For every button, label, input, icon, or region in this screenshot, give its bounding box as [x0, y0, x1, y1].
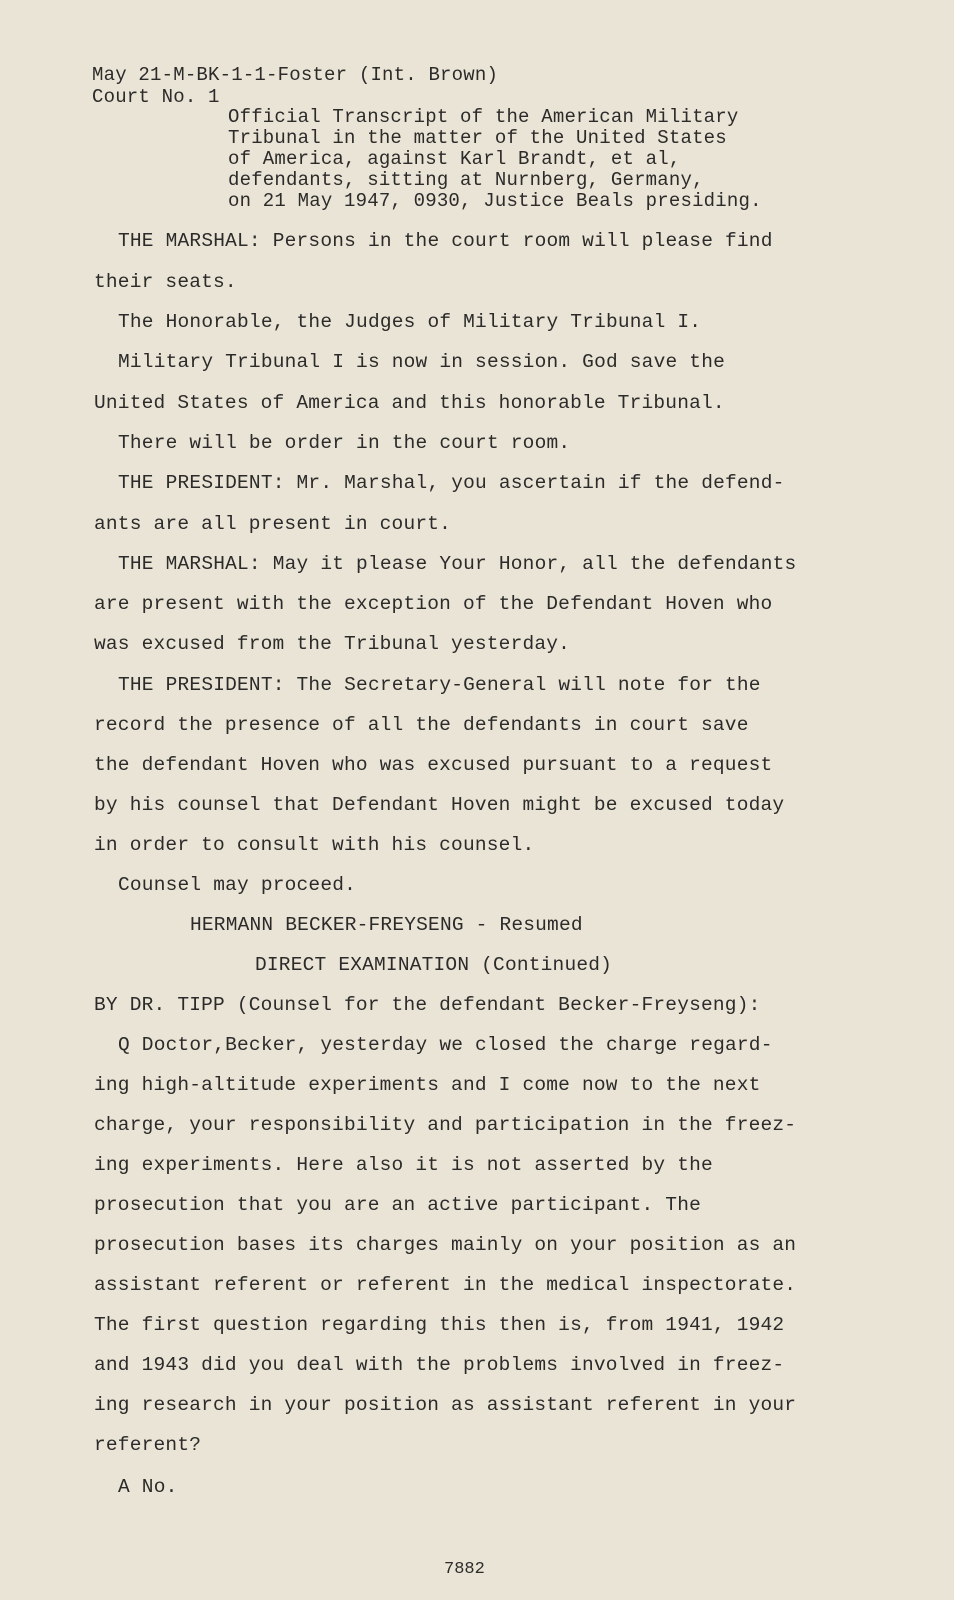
transcript-line: referent?	[94, 1434, 202, 1456]
examination-heading: DIRECT EXAMINATION (Continued)	[255, 954, 613, 976]
transcript-line: the defendant Hoven who was excused pursuant to a request	[94, 754, 773, 776]
transcript-line: prosecution that you are an active participant. The	[94, 1194, 701, 1216]
transcript-line: are present with the exception of the Defendant Hoven who	[94, 593, 773, 615]
transcript-line: prosecution bases its charges mainly on your position as an	[94, 1234, 797, 1256]
transcript-line: by his counsel that Defendant Hoven might be excused today	[94, 794, 785, 816]
transcript-line: A No.	[118, 1476, 178, 1498]
transcript-line: record the presence of all the defendants in court save	[94, 714, 749, 736]
transcript-line: charge, your responsibility and participation in the freez-	[94, 1114, 797, 1136]
caption-line: defendants, sitting at Nurnberg, Germany,	[228, 169, 704, 191]
transcript-line: THE PRESIDENT: Mr. Marshal, you ascertain if the defend-	[118, 472, 785, 494]
transcript-line: There will be order in the court room.	[118, 432, 571, 454]
transcript-line: was excused from the Tribunal yesterday.	[94, 633, 571, 655]
transcript-line: their seats.	[94, 271, 237, 293]
transcript-line: The first question regarding this then is, from 1941, 1942	[94, 1314, 785, 1336]
caption-line: of America, against Karl Brandt, et al,	[228, 148, 681, 170]
transcript-line: and 1943 did you deal with the problems involved in freez-	[94, 1354, 785, 1376]
page-number: 7882	[444, 1560, 485, 1579]
transcript-line: ing research in your position as assistant referent in your	[94, 1394, 797, 1416]
transcript-line: United States of America and this honorable Tribunal.	[94, 392, 725, 414]
transcript-line: Q Doctor,Becker, yesterday we closed the charge regard-	[118, 1034, 773, 1056]
transcript-line: The Honorable, the Judges of Military Tribunal I.	[118, 311, 702, 333]
caption-line: on 21 May 1947, 0930, Justice Beals presiding.	[228, 190, 762, 212]
caption-line: Official Transcript of the American Military	[228, 106, 739, 128]
transcript-line: THE MARSHAL: May it please Your Honor, all the defendants	[118, 553, 797, 575]
transcript-line: ing experiments. Here also it is not asserted by the	[94, 1154, 713, 1176]
transcript-line: ants are all present in court.	[94, 513, 452, 535]
transcript-line: THE MARSHAL: Persons in the court room will please find	[118, 230, 773, 252]
transcript-line: BY DR. TIPP (Counsel for the defendant Becker-Freyseng):	[94, 994, 761, 1016]
transcript-line: Counsel may proceed.	[118, 874, 357, 896]
caption-line: Tribunal in the matter of the United States	[228, 127, 727, 149]
transcript-line: THE PRESIDENT: The Secretary-General will note for the	[118, 674, 761, 696]
transcript-line: assistant referent or referent in the medical inspectorate.	[94, 1274, 797, 1296]
transcript-line: Military Tribunal I is now in session. God save the	[118, 351, 725, 373]
transcript-line: ing high-altitude experiments and I come now to the next	[94, 1074, 761, 1096]
witness-heading: HERMANN BECKER-FREYSENG - Resumed	[190, 914, 583, 936]
transcript-line: in order to consult with his counsel.	[94, 834, 535, 856]
header-line-1: May 21-M-BK-1-1-Foster (Int. Brown)	[92, 64, 499, 86]
header-line-2: Court No. 1	[92, 86, 220, 108]
